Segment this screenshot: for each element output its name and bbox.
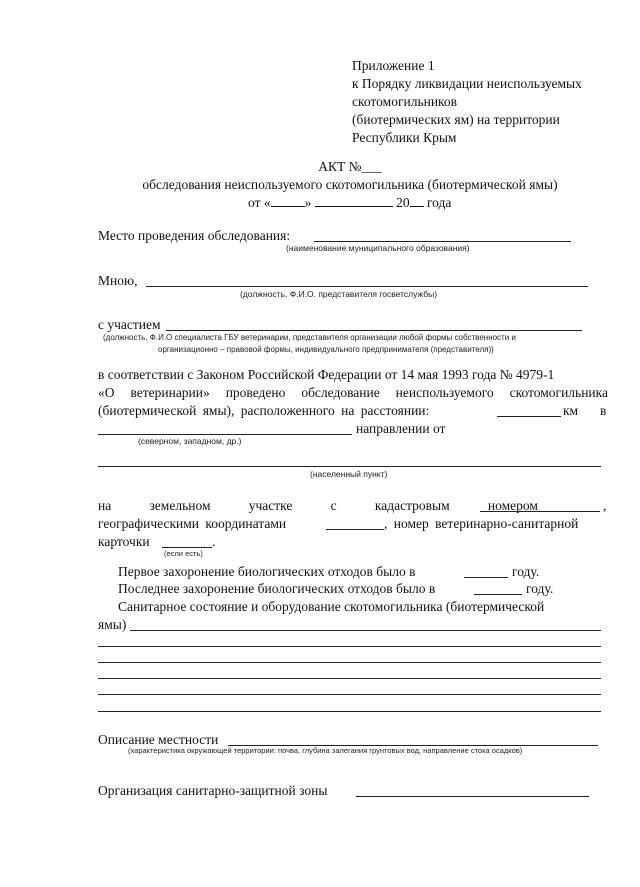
card-period: . [212, 534, 216, 549]
zone-label: Организация санитарно-защитной зоны [98, 783, 328, 798]
coords-label: географическими координатами [98, 516, 287, 531]
sanitary-field-1[interactable] [130, 630, 601, 631]
land-word: земельном [149, 498, 211, 513]
date-mid: » [304, 195, 312, 210]
land-word: на [98, 498, 112, 513]
first-burial: Первое захоронение биологических отходов было в [118, 564, 416, 579]
appendix-line-4: (биотермических ям) на территории [352, 112, 560, 127]
km-label: км [563, 403, 579, 418]
first-burial-field[interactable] [464, 577, 508, 578]
by-me-field[interactable] [146, 286, 588, 287]
sanitary-field-6[interactable] [98, 711, 601, 712]
law-word: «О [98, 385, 115, 400]
land-word: с [330, 498, 337, 513]
land-word: кадастровым [374, 498, 450, 513]
act-date [248, 194, 451, 211]
by-me-label: Мною, [98, 273, 138, 288]
last-burial: Последнее захоронение биологических отходов было в [118, 581, 436, 596]
participation-hint-1: (должность, Ф.И.О специалиста ГБУ ветеринарии, представителя организации любой формы собственности и [103, 333, 516, 342]
land-word: номером [487, 498, 538, 513]
appendix-line-5: Республики Крым [352, 130, 457, 145]
date-month-blank[interactable] [315, 194, 393, 207]
place-hint: (наименование муниципального образования) [286, 243, 470, 253]
appendix-line-1: Приложение 1 [352, 58, 435, 73]
direction-hint: (северном, западном, др.) [138, 436, 242, 446]
sanitary-field-2[interactable] [98, 646, 601, 647]
law-line-2 [98, 385, 608, 401]
card-field[interactable] [162, 547, 212, 548]
date-prefix: от « [248, 195, 271, 210]
coords-field[interactable] [326, 529, 384, 530]
sanitary-label: Санитарное состояние и оборудование скотомогильника (биотермической [118, 599, 545, 614]
participation-label: с участием [98, 317, 161, 332]
settlement-field[interactable] [98, 466, 601, 467]
act-subject: обследования неиспользуемого скотомогильника (биотермической ямы) [142, 177, 558, 192]
place-field[interactable] [314, 241, 571, 242]
law-word: проведено [225, 385, 286, 400]
appendix-line-3: скотомогильников [352, 94, 458, 109]
law-word: скотомогильника [509, 385, 608, 400]
law-line-4-tail: направлении от [356, 421, 446, 436]
date-year-prefix: 20 [396, 195, 410, 210]
settlement-hint: (населенный пункт) [310, 469, 388, 479]
direction-field[interactable] [98, 434, 352, 435]
date-year-blank[interactable] [410, 194, 424, 207]
cadastral-comma: , [603, 498, 607, 513]
sanitary-field-3[interactable] [98, 662, 601, 663]
distance-field[interactable] [497, 416, 561, 417]
card-hint: (если есть) [164, 549, 203, 558]
zone-field[interactable] [356, 796, 589, 797]
first-burial-year: году. [512, 564, 540, 579]
sanitary-field-4[interactable] [98, 678, 601, 679]
last-burial-field[interactable] [474, 594, 522, 595]
place-label: Место проведения обследования: [98, 228, 291, 243]
law-word: обследование [301, 385, 380, 400]
appendix-line-2: к Порядку ликвидации неиспользуемых [352, 76, 582, 91]
locality-label: Описание местности [98, 732, 219, 747]
sanitary-field-5[interactable] [98, 694, 601, 695]
participation-hint-2: организационно – правовой формы, индивидуального предпринимателя (представителя)) [158, 345, 494, 354]
act-title: АКТ №___ [318, 159, 382, 174]
by-me-hint: (должность, Ф.И.О. представителя госветслужбы) [240, 289, 438, 299]
land-word: участке [248, 498, 293, 513]
sanitary-label-2: ямы) [98, 617, 127, 632]
law-line-1: в соответствии с Законом Российской Федерации от 14 мая 1993 года № 4979-1 [98, 367, 555, 382]
participation-field[interactable] [166, 330, 582, 331]
law-word: неиспользуемого [395, 385, 494, 400]
locality-hint: (характеристика окружающей территории: почва, глубина залегания грунтовых вод, направление стока осадков) [128, 746, 523, 755]
vet-card-label: , номер ветеринарно-санитарной [384, 516, 579, 531]
law-line-3: (биотермической ямы), расположенного на расстоянии: [98, 403, 430, 418]
last-burial-year: году. [526, 581, 554, 596]
cadastral-field[interactable] [480, 511, 600, 512]
card-label: карточки [98, 534, 150, 549]
land-line-1 [98, 498, 538, 514]
date-day-blank[interactable] [271, 194, 305, 207]
law-word: ветеринарии» [130, 385, 210, 400]
v-label: в [600, 403, 607, 418]
date-suffix: года [426, 195, 452, 210]
